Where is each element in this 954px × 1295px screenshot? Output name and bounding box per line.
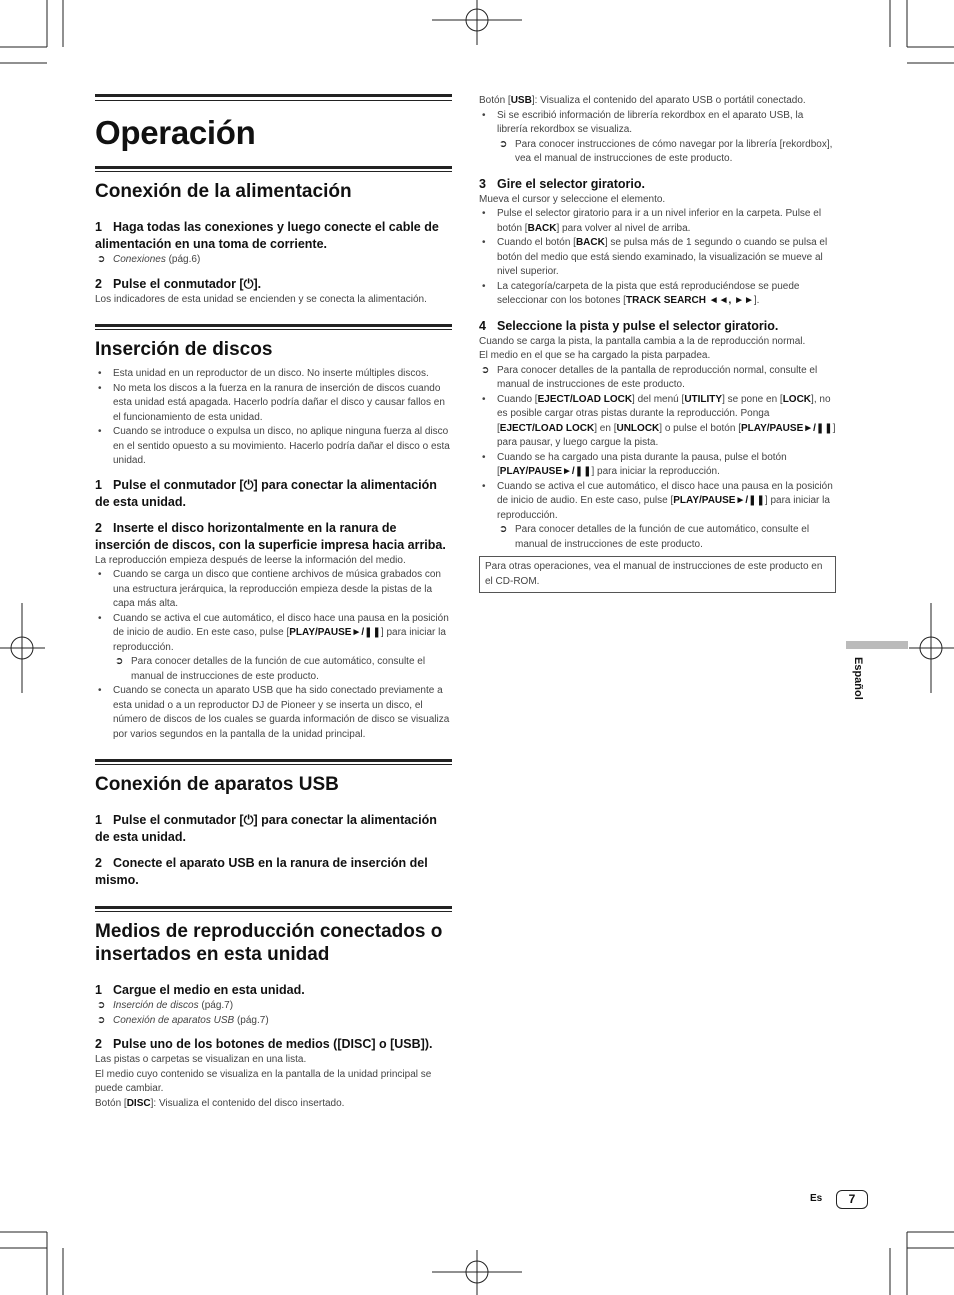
step-text: Cuando se carga la pista, la pantalla cambia a la de reproducción normal.: [479, 335, 806, 347]
step-text: Las pistas o carpetas se visualizan en una lista.: [95, 1054, 307, 1065]
arrow-icon: ➲: [97, 1000, 106, 1011]
step-1: 1 Pulse el conmutador [⏻] para conectar la alimentación de esta unidad.: [95, 813, 437, 844]
list-item: • Cuando se activa el cue automático, el disco hace una pausa en la posición de inicio de audio. En este caso, pulse [PLAY/PAUSE►/❚❚] para iniciar la reproducción. ➲ Para conocer detalles de la función de cue automático, consulte el manual de instrucciones de este producto.: [95, 612, 452, 685]
page-number: 7: [836, 1190, 868, 1209]
section-title: Conexión de la alimentación: [95, 181, 352, 202]
list-item: • Cuando [EJECT/LOAD LOCK] del menú [UTILITY] se pone en [LOCK], no es posible cargar otras pistas durante la reproducción. Ponga [EJECT/LOAD LOCK] en [UNLOCK] o pulse el botón [PLAY/PAUSE►/❚❚] para pausar, y luego cargue la pista.: [479, 393, 836, 451]
section-rule: [95, 906, 452, 912]
arrow-icon: ➲: [97, 254, 106, 265]
bullet-list: [479, 207, 836, 309]
section-usb-connection: [95, 759, 452, 889]
arrow-icon: ➲: [481, 364, 490, 376]
language-tab: [842, 657, 882, 712]
section-rule: [95, 166, 452, 172]
ref-note: ➲ Para conocer detalles de la pantalla de reproducción normal, consulte el manual de instrucciones de este producto.: [481, 364, 818, 390]
arrow-icon: ➲: [97, 1014, 106, 1026]
disc-button-label: DISC: [126, 1097, 151, 1109]
section-title: Conexión de aparatos USB: [95, 774, 339, 795]
right-column: [479, 94, 836, 593]
page-title: Operación: [95, 114, 256, 151]
step-text: Los indicadores de esta unidad se encienden y se conecta la alimentación.: [95, 293, 427, 305]
step-3: 3 Gire el selector giratorio.: [479, 176, 645, 191]
section-disc-insertion: [95, 324, 452, 742]
section-title: Inserción de discos: [95, 339, 273, 360]
list-item: • Si se escribió información de librería rekordbox en el aparato USB, la librería rekordbox se visualiza. ➲ Para conocer instrucciones de cómo navegar por la librería [rekordbox], vea el manual de instrucciones de este producto.: [479, 109, 836, 167]
power-icon: ⏻: [243, 813, 254, 827]
arrow-icon: ➲: [115, 656, 124, 667]
ref-note: ➲ Para conocer detalles de la función de cue automático, consulte el manual de instrucciones de este producto.: [499, 524, 810, 550]
arrow-icon: ➲: [499, 138, 508, 150]
step-4: 4 Seleccione la pista y pulse el selector giratorio.: [479, 318, 779, 333]
list-item: • No meta los discos a la fuerza en la ranura de inserción de discos cuando esta unidad está apagada. Hacerlo podría dañar el disco y causar fallos en el funcionamiento de esta unidad.: [95, 382, 452, 426]
step-text: Mueva el cursor y seleccione el elemento.: [479, 193, 666, 205]
page-language-code: Es: [810, 1193, 823, 1204]
list-item: • Cuando se carga un disco que contiene archivos de música grabados con una estructura jerárquica, la reproducción empieza desde la pistas de la capa más alta.: [95, 568, 452, 612]
section-rule: [95, 324, 452, 330]
step-text: El medio cuyo contenido se visualiza en la pantalla de la unidad principal se puede cambiar.: [95, 1068, 432, 1094]
step-text: Botón [DISC]: Visualiza el contenido del disco insertado.: [95, 1097, 345, 1109]
title-rule: [95, 94, 452, 101]
step-text: La reproducción empieza después de leerse la información del medio.: [95, 554, 406, 566]
language-label: Español: [852, 657, 864, 700]
bullet-list: [479, 109, 836, 167]
arrow-icon: ➲: [499, 524, 508, 535]
list-item: • Cuando se conecta un aparato USB que ha sido conectado previamente a esta unidad o a un reproductor DJ de Pioneer y se inserta un disco, el número de discos de los cuales se guarda información de disco se visualiza por varios segundos en la pantalla de la unidad principal.: [95, 684, 452, 742]
list-item: • Pulse el selector giratorio para ir a un nivel inferior en la carpeta. Pulse el botón [BACK] para volver al nivel de arriba.: [479, 207, 836, 236]
list-item: • Cuando se introduce o expulsa un disco, no aplique ninguna fuerza al disco en el sentido opuesto a su movimiento. Hacerlo podría dañar el disco o esta unidad.: [95, 425, 452, 469]
power-icon: ⏻: [243, 276, 254, 291]
power-icon: ⏻: [243, 477, 254, 492]
ref-note: ➲ Para conocer instrucciones de cómo navegar por la librería [rekordbox], vea el manual de instrucciones de este producto.: [499, 138, 833, 164]
list-item: • La categoría/carpeta de la pista que está reproduciéndose se puede seleccionar con los botones [TRACK SEARCH ◄◄, ►►].: [479, 280, 836, 309]
back-button-label: BACK: [575, 237, 605, 248]
step-2: 2 Pulse uno de los botones de medios ([DISC] o [USB]).: [95, 1037, 433, 1051]
step-text: El medio en el que se ha cargado la pista parpadea.: [479, 350, 711, 361]
step-2: 2 Pulse el conmutador [⏻].: [95, 276, 262, 291]
left-column: [95, 94, 452, 1111]
list-item: • Cuando se ha cargado una pista durante la pausa, pulse el botón [PLAY/PAUSE►/❚❚] para iniciar la reproducción.: [479, 451, 836, 480]
bullet-list: [95, 367, 452, 469]
back-button-label: BACK: [527, 222, 557, 234]
language-tab-bar: [846, 641, 908, 649]
list-item: • Cuando el botón [BACK] se pulsa más de 1 segundo o cuando se pulsa el botón del medio que está siendo examinado, la visualización se mueve al nivel superior.: [479, 236, 836, 280]
ref-link[interactable]: ➲ Conexiones (pág.6): [95, 253, 452, 268]
ref-link[interactable]: ➲ Conexión de aparatos USB (pág.7): [95, 1014, 452, 1029]
section-rule: [95, 759, 452, 765]
bullet-list: [95, 568, 452, 742]
bullet-list: [479, 393, 836, 553]
track-search-button-label: TRACK SEARCH ◄◄, ►►: [625, 295, 754, 306]
section-title: Medios de reproducción conectados o insertados en esta unidad: [95, 921, 443, 965]
step-1: 1 Pulse el conmutador [⏻] para conectar la alimentación de esta unidad.: [95, 477, 437, 509]
note-box: Para otras operaciones, vea el manual de instrucciones de este producto en el CD-ROM.: [479, 556, 836, 593]
list-item: • Cuando se activa el cue automático, el disco hace una pausa en la posición de inicio de audio. En este caso, pulse [PLAY/PAUSE►/❚❚] para iniciar la reproducción. ➲ Para conocer detalles de la función de cue automático, consulte el manual de instrucciones de este producto.: [479, 480, 836, 553]
list-item: • Esta unidad en un reproductor de un disco. No inserte múltiples discos.: [95, 367, 452, 382]
usb-button-text: Botón [USB]: Visualiza el contenido del aparato USB o portátil conectado.: [479, 95, 806, 106]
section-power-connection: [95, 166, 452, 307]
step-1: 1 Haga todas las conexiones y luego conecte el cable de alimentación en una toma de corriente.: [95, 220, 439, 251]
step-1: 1 Cargue el medio en esta unidad.: [95, 983, 305, 997]
section-playback-media: [95, 906, 452, 1111]
ref-note: ➲ Para conocer detalles de la función de cue automático, consulte el manual de instrucciones de este producto.: [115, 656, 426, 682]
step-2: 2 Inserte el disco horizontalmente en la ranura de inserción de discos, con la superficie impresa hacia arriba.: [95, 520, 446, 552]
ref-link[interactable]: ➲ Inserción de discos (pág.7): [95, 999, 452, 1014]
step-2: 2 Conecte el aparato USB en la ranura de inserción del mismo.: [95, 856, 428, 887]
play-pause-button-label: PLAY/PAUSE►/❚❚: [289, 627, 381, 638]
usb-button-label: USB: [510, 95, 532, 106]
